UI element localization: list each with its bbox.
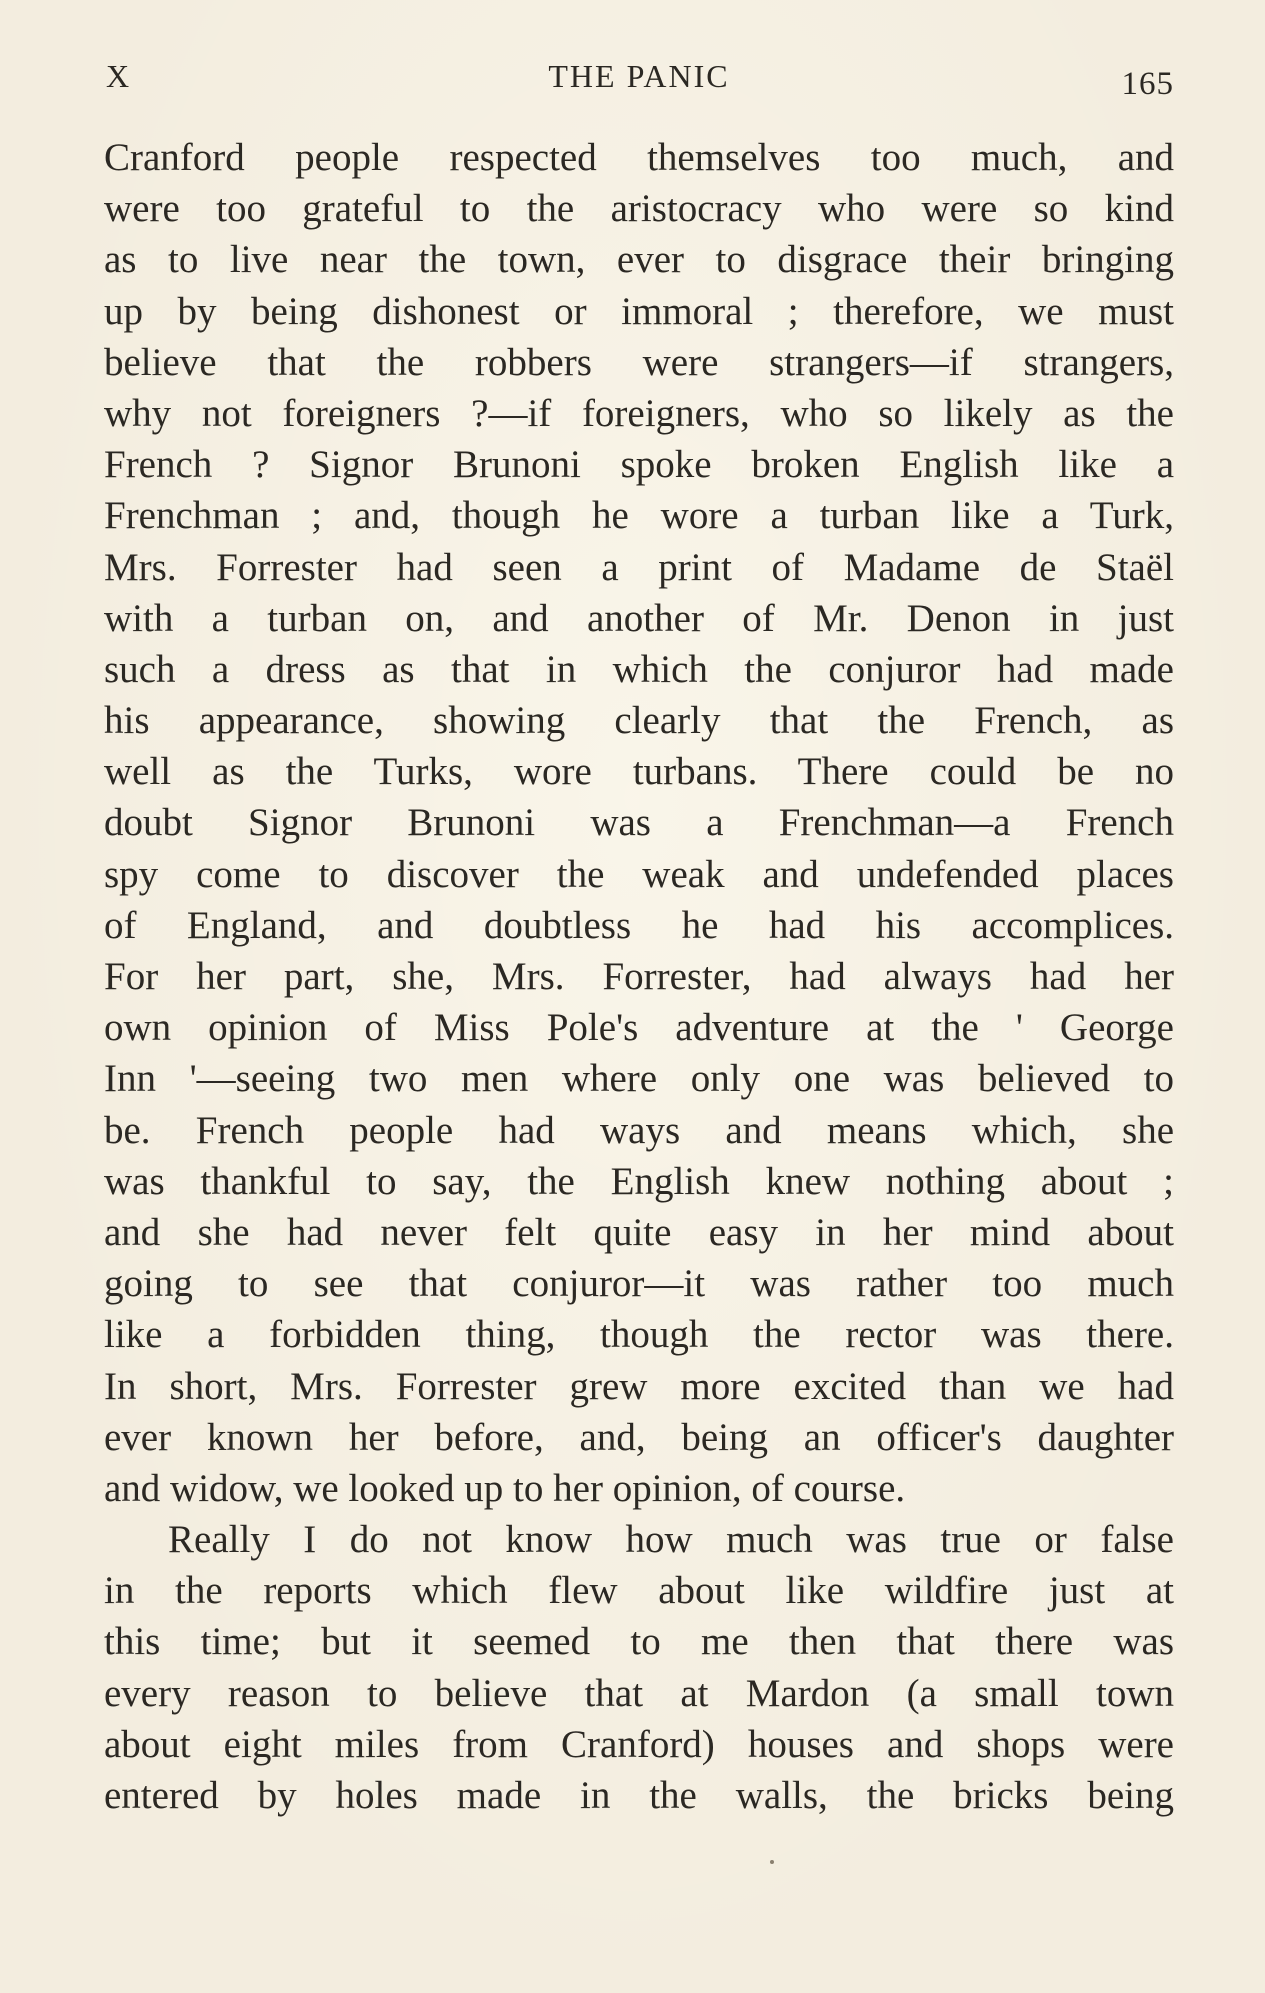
body-text	[104, 132, 1174, 1821]
text-line: why not foreigners ?—if foreigners, who so likely as the	[104, 391, 1174, 435]
text-line: Frenchman ; and, though he wore a turban like a Turk,	[104, 494, 1174, 538]
text-line: were too grateful to the aristocracy who were so kind	[104, 187, 1174, 231]
text-line: as to live near the town, ever to disgrace their bringing	[104, 238, 1174, 282]
text-line: going to see that conjuror—it was rather too much	[104, 1262, 1174, 1306]
chapter-number: X	[106, 58, 131, 94]
text-line: this time; but it seemed to me then that there was	[104, 1620, 1174, 1664]
paragraph-start-line: Really I do not know how much was true or false	[168, 1518, 1174, 1562]
text-line: ever known her before, and, being an officer's daughter	[104, 1415, 1174, 1459]
page-number: 165	[1121, 66, 1174, 102]
text-line: For her part, she, Mrs. Forrester, had always had her	[104, 955, 1174, 998]
text-line: of England, and doubtless he had his accomplices.	[104, 903, 1174, 947]
running-head	[104, 58, 1174, 102]
text-line: was thankful to say, the English knew nothing about ;	[104, 1159, 1174, 1203]
text-line: entered by holes made in the walls, the bricks being	[104, 1774, 1174, 1817]
text-line: Inn '—seeing two men where only one was believed to	[104, 1057, 1174, 1101]
text-line: with a turban on, and another of Mr. Denon in just	[104, 596, 1174, 640]
text-line: every reason to believe that at Mardon (a small town	[104, 1671, 1174, 1715]
text-line: in the reports which flew about like wildfire just at	[104, 1569, 1174, 1613]
text-line: believe that the robbers were strangers—if strangers,	[104, 340, 1174, 384]
text-line: such a dress as that in which the conjuror had made	[104, 647, 1174, 691]
text-line: be. French people had ways and means which, she	[104, 1108, 1174, 1152]
text-line: spy come to discover the weak and undefended places	[104, 852, 1174, 896]
text-line: up by being dishonest or immoral ; therefore, we must	[104, 289, 1174, 333]
text-line: Mrs. Forrester had seen a print of Madame de Staël	[104, 545, 1174, 589]
text-line: like a forbidden thing, though the rector was there.	[104, 1313, 1174, 1357]
text-line: French ? Signor Brunoni spoke broken English like a	[104, 443, 1174, 487]
text-line: about eight miles from Cranford) houses and shops were	[104, 1722, 1174, 1766]
text-line: In short, Mrs. Forrester grew more excited than we had	[104, 1364, 1174, 1408]
text-line: own opinion of Miss Pole's adventure at the ' George	[104, 1006, 1174, 1050]
text-line: doubt Signor Brunoni was a Frenchman—a French	[104, 801, 1174, 845]
chapter-title: THE PANIC	[548, 58, 730, 94]
text-line: and she had never felt quite easy in her mind about	[104, 1210, 1174, 1254]
text-line: well as the Turks, wore turbans. There could be no	[104, 750, 1174, 794]
text-line: Cranford people respected themselves too much, and	[104, 136, 1174, 179]
text-line: his appearance, showing clearly that the French, as	[104, 699, 1174, 743]
paper-speck	[770, 1860, 774, 1864]
text-line: and widow, we looked up to her opinion, of course.	[104, 1466, 906, 1510]
